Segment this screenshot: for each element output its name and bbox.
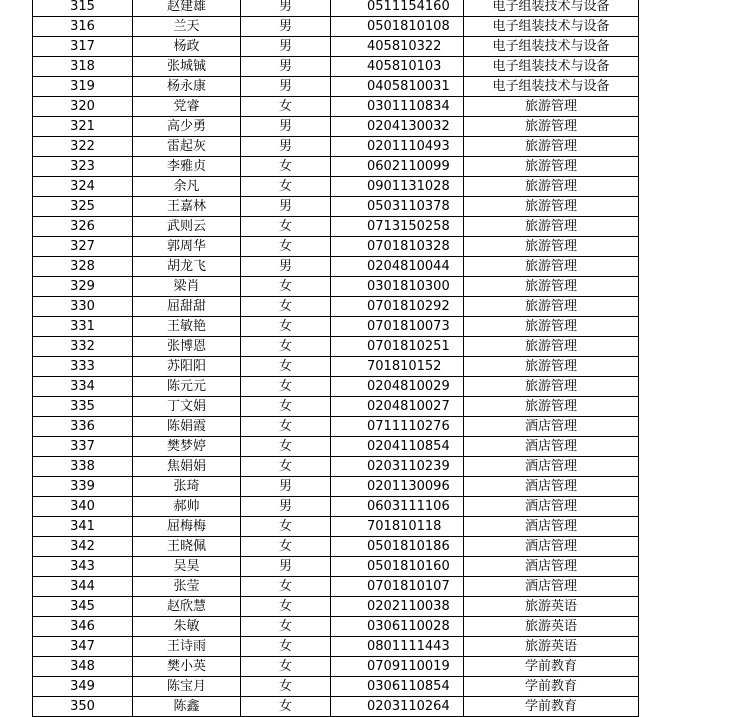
major-cell[interactable]: 电子组装技术与设备 [464,57,639,77]
major-cell[interactable]: 旅游管理 [464,317,639,337]
table-row [33,157,639,177]
name-cell[interactable]: 党睿 [133,97,241,117]
row-number-cell[interactable]: 315 [33,0,133,17]
name-cell[interactable]: 张博恩 [133,337,241,357]
row-number-cell[interactable]: 350 [33,697,133,717]
exam-id-cell[interactable]: 0201110493 [331,137,464,157]
row-number-cell[interactable]: 342 [33,537,133,557]
row-number-cell[interactable]: 333 [33,357,133,377]
exam-id-cell[interactable]: 0203110264 [331,697,464,717]
major-cell[interactable]: 酒店管理 [464,557,639,577]
table-row [33,57,639,77]
row-number-cell[interactable]: 318 [33,57,133,77]
gender-cell[interactable]: 男 [241,117,331,137]
table-row [33,437,639,457]
row-number-cell[interactable]: 341 [33,517,133,537]
gender-cell[interactable]: 男 [241,17,331,37]
gender-cell[interactable]: 女 [241,337,331,357]
name-cell[interactable]: 陈鑫 [133,697,241,717]
row-number-cell[interactable]: 338 [33,457,133,477]
name-cell[interactable]: 屈甜甜 [133,297,241,317]
gender-cell[interactable]: 男 [241,137,331,157]
table-row [33,197,639,217]
name-cell[interactable]: 兰天 [133,17,241,37]
row-number-cell[interactable]: 347 [33,637,133,657]
table-row [33,237,639,257]
table-row [33,537,639,557]
major-cell[interactable]: 学前教育 [464,697,639,717]
name-cell[interactable]: 王敏艳 [133,317,241,337]
row-number-cell[interactable]: 327 [33,237,133,257]
table-row [33,557,639,577]
major-cell[interactable]: 旅游管理 [464,117,639,137]
gender-cell[interactable]: 女 [241,177,331,197]
gender-cell[interactable]: 女 [241,617,331,637]
table-row [33,37,639,57]
major-cell[interactable]: 旅游管理 [464,237,639,257]
gender-cell[interactable]: 女 [241,537,331,557]
exam-id-cell[interactable]: 0701810073 [331,317,464,337]
name-cell[interactable]: 陈娟霞 [133,417,241,437]
major-cell[interactable]: 旅游管理 [464,177,639,197]
exam-id-cell[interactable]: 0709110019 [331,657,464,677]
table-row [33,0,639,17]
exam-id-cell[interactable]: 0202110038 [331,597,464,617]
name-cell[interactable]: 屈梅梅 [133,517,241,537]
major-cell[interactable]: 酒店管理 [464,517,639,537]
row-number-cell[interactable]: 331 [33,317,133,337]
exam-id-cell[interactable]: 0306110854 [331,677,464,697]
exam-id-cell[interactable]: 0501810186 [331,537,464,557]
name-cell[interactable]: 赵欣慧 [133,597,241,617]
name-cell[interactable]: 李雅贞 [133,157,241,177]
exam-id-cell[interactable]: 0501810108 [331,17,464,37]
table-row [33,17,639,37]
gender-cell[interactable]: 男 [241,257,331,277]
table-row [33,257,639,277]
name-cell[interactable]: 张城铖 [133,57,241,77]
major-cell[interactable]: 学前教育 [464,657,639,677]
row-number-cell[interactable]: 335 [33,397,133,417]
gender-cell[interactable]: 男 [241,37,331,57]
gender-cell[interactable]: 女 [241,157,331,177]
gender-cell[interactable]: 女 [241,457,331,477]
table-row [33,517,639,537]
exam-id-cell[interactable]: 0503110378 [331,197,464,217]
major-cell[interactable]: 旅游管理 [464,277,639,297]
table-row [33,597,639,617]
exam-id-cell[interactable]: 0901131028 [331,177,464,197]
name-cell[interactable]: 王嘉林 [133,197,241,217]
table-row [33,277,639,297]
row-number-cell[interactable]: 336 [33,417,133,437]
major-cell[interactable]: 旅游管理 [464,137,639,157]
exam-id-cell[interactable]: 701810152 [331,357,464,377]
row-number-cell[interactable]: 324 [33,177,133,197]
exam-id-cell[interactable]: 0602110099 [331,157,464,177]
row-number-cell[interactable]: 319 [33,77,133,97]
table-row [33,77,639,97]
row-number-cell[interactable]: 323 [33,157,133,177]
exam-id-cell[interactable]: 0301110834 [331,97,464,117]
major-cell[interactable]: 电子组装技术与设备 [464,37,639,57]
exam-id-cell[interactable]: 0201130096 [331,477,464,497]
table-row [33,317,639,337]
exam-id-cell[interactable]: 0711110276 [331,417,464,437]
table-row [33,697,639,717]
gender-cell[interactable]: 女 [241,417,331,437]
table-row [33,137,639,157]
name-cell[interactable]: 陈元元 [133,377,241,397]
name-cell[interactable]: 陈宝月 [133,677,241,697]
exam-id-cell[interactable]: 0801111443 [331,637,464,657]
row-number-cell[interactable]: 343 [33,557,133,577]
name-cell[interactable]: 张莹 [133,577,241,597]
table-row [33,477,639,497]
exam-id-cell[interactable]: 0301810300 [331,277,464,297]
table-row [33,457,639,477]
major-cell[interactable]: 旅游管理 [464,197,639,217]
major-cell[interactable]: 电子组装技术与设备 [464,77,639,97]
gender-cell[interactable]: 女 [241,597,331,617]
name-cell[interactable]: 张琦 [133,477,241,497]
gender-cell[interactable]: 女 [241,657,331,677]
row-number-cell[interactable]: 344 [33,577,133,597]
name-cell[interactable]: 胡龙飞 [133,257,241,277]
row-number-cell[interactable]: 322 [33,137,133,157]
row-number-cell[interactable]: 321 [33,117,133,137]
name-cell[interactable]: 武则云 [133,217,241,237]
exam-id-cell[interactable]: 0501810160 [331,557,464,577]
gender-cell[interactable]: 男 [241,0,331,17]
major-cell[interactable]: 旅游英语 [464,597,639,617]
name-cell[interactable]: 王诗雨 [133,637,241,657]
name-cell[interactable]: 焦娟娟 [133,457,241,477]
major-cell[interactable]: 旅游英语 [464,637,639,657]
major-cell[interactable]: 旅游管理 [464,257,639,277]
row-number-cell[interactable]: 330 [33,297,133,317]
gender-cell[interactable]: 女 [241,437,331,457]
row-number-cell[interactable]: 320 [33,97,133,117]
major-cell[interactable]: 酒店管理 [464,457,639,477]
name-cell[interactable]: 雷起灰 [133,137,241,157]
major-cell[interactable]: 电子组装技术与设备 [464,0,639,17]
row-number-cell[interactable]: 317 [33,37,133,57]
name-cell[interactable]: 樊小英 [133,657,241,677]
row-number-cell[interactable]: 316 [33,17,133,37]
exam-id-cell[interactable]: 0701810292 [331,297,464,317]
exam-id-cell[interactable]: 0713150258 [331,217,464,237]
row-number-cell[interactable]: 326 [33,217,133,237]
exam-id-cell[interactable]: 0405810031 [331,77,464,97]
row-number-cell[interactable]: 325 [33,197,133,217]
table-row [33,637,639,657]
row-number-cell[interactable]: 339 [33,477,133,497]
major-cell[interactable]: 酒店管理 [464,537,639,557]
gender-cell[interactable]: 女 [241,237,331,257]
gender-cell[interactable]: 男 [241,57,331,77]
major-cell[interactable]: 旅游管理 [464,217,639,237]
major-cell[interactable]: 酒店管理 [464,437,639,457]
exam-id-cell[interactable]: 0204810029 [331,377,464,397]
name-cell[interactable]: 杨政 [133,37,241,57]
major-cell[interactable]: 学前教育 [464,677,639,697]
row-number-cell[interactable]: 328 [33,257,133,277]
table-row [33,617,639,637]
major-cell[interactable]: 旅游管理 [464,357,639,377]
gender-cell[interactable]: 女 [241,357,331,377]
major-cell[interactable]: 电子组装技术与设备 [464,17,639,37]
name-cell[interactable]: 吴昊 [133,557,241,577]
gender-cell[interactable]: 男 [241,197,331,217]
row-number-cell[interactable]: 337 [33,437,133,457]
table-row [33,577,639,597]
major-cell[interactable]: 旅游管理 [464,397,639,417]
exam-id-cell[interactable]: 0204130032 [331,117,464,137]
gender-cell[interactable]: 女 [241,277,331,297]
gender-cell[interactable]: 女 [241,637,331,657]
exam-id-cell[interactable]: 0204810027 [331,397,464,417]
row-number-cell[interactable]: 348 [33,657,133,677]
table-row [33,417,639,437]
name-cell[interactable]: 王晓佩 [133,537,241,557]
gender-cell[interactable]: 男 [241,557,331,577]
table-row [33,657,639,677]
table-row [33,397,639,417]
exam-id-cell[interactable]: 405810103 [331,57,464,77]
gender-cell[interactable]: 女 [241,217,331,237]
table-row [33,97,639,117]
gender-cell[interactable]: 女 [241,97,331,117]
name-cell[interactable]: 樊梦婷 [133,437,241,457]
gender-cell[interactable]: 男 [241,77,331,97]
name-cell[interactable]: 苏阳阳 [133,357,241,377]
gender-cell[interactable]: 女 [241,297,331,317]
table-row [33,117,639,137]
name-cell[interactable]: 杨永康 [133,77,241,97]
major-cell[interactable]: 酒店管理 [464,417,639,437]
major-cell[interactable]: 酒店管理 [464,477,639,497]
exam-id-cell[interactable]: 0603111106 [331,497,464,517]
name-cell[interactable]: 余凡 [133,177,241,197]
exam-id-cell[interactable]: 0511154160 [331,0,464,17]
row-number-cell[interactable]: 340 [33,497,133,517]
table-row [33,357,639,377]
major-cell[interactable]: 旅游管理 [464,337,639,357]
exam-id-cell[interactable]: 0306110028 [331,617,464,637]
exam-id-cell[interactable]: 405810322 [331,37,464,57]
table-row [33,377,639,397]
exam-id-cell[interactable]: 0203110239 [331,457,464,477]
row-number-cell[interactable]: 332 [33,337,133,357]
table-row [33,497,639,517]
table-body [33,0,639,717]
major-cell[interactable]: 酒店管理 [464,497,639,517]
row-number-cell[interactable]: 346 [33,617,133,637]
row-number-cell[interactable]: 345 [33,597,133,617]
table-row [33,337,639,357]
name-cell[interactable]: 朱敏 [133,617,241,637]
name-cell[interactable]: 高少勇 [133,117,241,137]
name-cell[interactable]: 赵建雄 [133,0,241,17]
exam-id-cell[interactable]: 0701810328 [331,237,464,257]
table-row [33,177,639,197]
exam-id-cell[interactable]: 0701810107 [331,577,464,597]
gender-cell[interactable]: 女 [241,317,331,337]
gender-cell[interactable]: 女 [241,697,331,717]
name-cell[interactable]: 梁肖 [133,277,241,297]
gender-cell[interactable]: 女 [241,677,331,697]
row-number-cell[interactable]: 334 [33,377,133,397]
gender-cell[interactable]: 女 [241,377,331,397]
major-cell[interactable]: 旅游管理 [464,157,639,177]
table-row [33,297,639,317]
major-cell[interactable]: 旅游英语 [464,617,639,637]
exam-id-cell[interactable]: 0204110854 [331,437,464,457]
table-row [33,677,639,697]
name-cell[interactable]: 郝帅 [133,497,241,517]
row-number-cell[interactable]: 349 [33,677,133,697]
exam-id-cell[interactable]: 701810118 [331,517,464,537]
name-cell[interactable]: 郭周华 [133,237,241,257]
gender-cell[interactable]: 男 [241,497,331,517]
student-table [32,0,639,717]
table-row [33,217,639,237]
major-cell[interactable]: 旅游管理 [464,97,639,117]
gender-cell[interactable]: 女 [241,397,331,417]
exam-id-cell[interactable]: 0204810044 [331,257,464,277]
gender-cell[interactable]: 男 [241,477,331,497]
major-cell[interactable]: 旅游管理 [464,377,639,397]
major-cell[interactable]: 酒店管理 [464,577,639,597]
gender-cell[interactable]: 女 [241,517,331,537]
name-cell[interactable]: 丁文娟 [133,397,241,417]
major-cell[interactable]: 旅游管理 [464,297,639,317]
row-number-cell[interactable]: 329 [33,277,133,297]
exam-id-cell[interactable]: 0701810251 [331,337,464,357]
gender-cell[interactable]: 女 [241,577,331,597]
